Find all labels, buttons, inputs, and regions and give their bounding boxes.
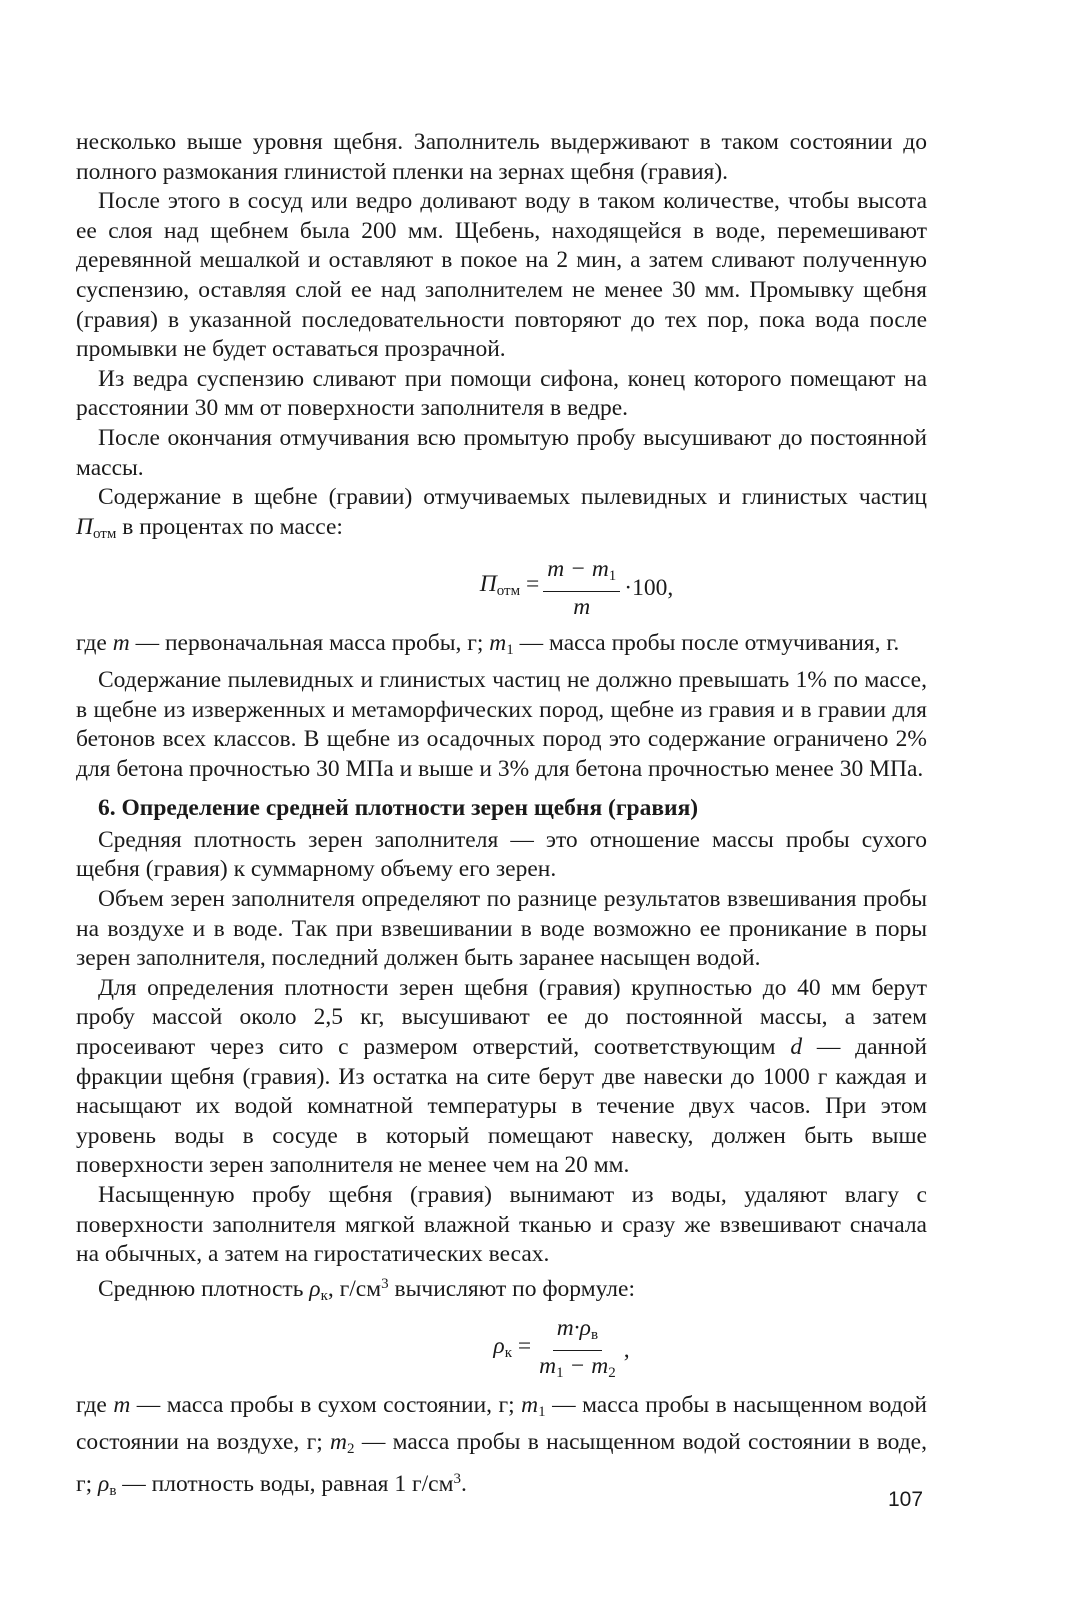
- variable: m − m: [547, 556, 609, 583]
- subscript: 1: [608, 568, 617, 585]
- text-run: Для определения плотности зерен щебня (гравия) крупностью до 40 мм берут пробу массой около 2,5 кг, высушивают ее до постоянной массы, а затем просеивают через сито с размером отверстий, соответствующим: [76, 974, 927, 1061]
- text-run: — масса пробы после отмучивания, г.: [513, 630, 900, 657]
- superscript: 3: [381, 1275, 389, 1292]
- paragraph: [76, 1391, 927, 1506]
- variable: П: [479, 571, 497, 598]
- variable: ρ: [98, 1470, 110, 1497]
- subscript: в: [109, 1482, 117, 1499]
- paragraph: [76, 974, 927, 1181]
- variable: m·ρ: [556, 1314, 591, 1341]
- variable: ρ: [493, 1333, 505, 1360]
- page-body: [76, 128, 927, 1506]
- variable: П: [76, 513, 93, 540]
- text-run: — первоначальная масса пробы, г;: [129, 630, 490, 657]
- paragraph: [76, 629, 927, 666]
- paragraph: После этого в сосуд или ведро доливают воду в таком количестве, чтобы высота ее слоя над щебнем была 200 мм. Щебень, находящейся в воде, перемешивают деревянной мешалкой и оставляют в покое на 2 мин, а затем сливают полученную суспензию, оставляя слой ее над заполнителем не менее 30 мм. Промывку щебня (гравия) в указанной последовательности повторяют до тех пор, пока вода после промывки не будет оставаться прозрачной.: [76, 188, 927, 363]
- section-heading: 6. Определение средней плотности зерен щебня (гравия): [98, 795, 699, 822]
- paragraph: Насыщенную пробу щебня (гравия) вынимают из воды, удаляют влагу с поверхности заполнителя мягкой влажной тканью и сразу же взвешивают сначала на обычных, а затем на гиростатических весах.: [76, 1182, 927, 1268]
- variable: m: [113, 1392, 131, 1419]
- paragraph: [76, 483, 927, 549]
- variable: ρ: [309, 1275, 321, 1302]
- text-run: — масса пробы в насыщенном водой состоянии на воздухе, г;: [76, 1392, 927, 1455]
- subscript: отм: [496, 583, 521, 600]
- formula-tail: ,: [623, 1336, 630, 1363]
- variable: m: [489, 630, 507, 657]
- text-run: Содержание в щебне (гравии) отмучиваемых пылевидных и глинистых частиц: [98, 484, 927, 511]
- equals-sign: =: [511, 1333, 532, 1360]
- denominator: [569, 592, 594, 622]
- subscript: к: [504, 1345, 512, 1362]
- variable: m: [330, 1428, 348, 1455]
- text-run: Среднюю плотность: [98, 1275, 310, 1302]
- paragraph: Средняя плотность зерен заполнителя — это отношение массы пробы сухого щебня (гравия) к суммарному объему его зерен.: [76, 826, 927, 883]
- paragraph: несколько выше уровня щебня. Заполнитель выдерживают в таком состоянии до полного размокания глинистой пленки на зернах щебня (гравия).: [76, 129, 927, 185]
- variable: m: [573, 594, 591, 621]
- formula-lhs: [493, 1332, 531, 1369]
- numerator: [543, 554, 620, 592]
- formula-tail: ·100,: [624, 574, 674, 601]
- paragraph: Из ведра суспензию сливают при помощи сифона, конец которого помещают на расстоянии 30 мм от поверхности заполнителя в ведре.: [76, 365, 927, 422]
- variable: m: [521, 1392, 539, 1419]
- subscript: 1: [506, 642, 514, 659]
- text-run: — плотность воды, равная 1 г/см: [116, 1470, 454, 1497]
- subscript: в: [590, 1326, 599, 1343]
- text-run: где: [76, 1392, 114, 1419]
- text-run: где: [76, 630, 113, 657]
- subscript: 2: [608, 1364, 616, 1381]
- paragraph: [76, 1270, 927, 1312]
- text-run: вычисляют по формуле:: [388, 1275, 635, 1302]
- paragraph: Объем зерен заполнителя определяют по разнице результатов взвешивания пробы на воздухе и в воде. Так при взвешивании в воде возможно ее проникание в поры зерен заполнителя, последний должен быть заранее насыщен водой.: [76, 886, 927, 972]
- equals-sign: =: [520, 571, 540, 598]
- subscript: 2: [347, 1440, 355, 1457]
- fraction: [535, 1313, 620, 1388]
- text-run: — масса пробы в насыщенном водой состоянии в воде, г;: [76, 1428, 927, 1497]
- denominator: [535, 1351, 620, 1388]
- variable: − m: [563, 1352, 609, 1379]
- variable: d: [790, 1034, 803, 1061]
- text-run: — данной фракции щебня (гравия). Из остатка на сите берут две навески до 1000 г каждая и насыщают их водой комнатной температуры в течение двух часов. При этом уровень воды в сосуде в который помещают навеску, должен быть выше поверхности зерен заполнителя не менее чем на 20 мм.: [76, 1034, 927, 1179]
- formula-density: [196, 1315, 927, 1385]
- paragraph: После окончания отмучивания всю промытую пробу высушивают до постоянной массы.: [76, 424, 927, 481]
- page-number: 107: [888, 1488, 924, 1511]
- formula-lhs: [480, 570, 539, 607]
- superscript: 3: [453, 1470, 461, 1487]
- fraction: [543, 554, 620, 622]
- subscript: 1: [556, 1364, 564, 1381]
- text-run: — масса пробы в сухом состоянии, г;: [130, 1392, 522, 1419]
- variable: m: [112, 630, 130, 657]
- formula-dust-content: [226, 553, 927, 623]
- text-run: в процентах по массе:: [116, 513, 343, 540]
- subscript: 1: [538, 1404, 546, 1421]
- variable: m: [539, 1352, 557, 1379]
- subscript: отм: [92, 525, 117, 542]
- text-run: .: [460, 1470, 467, 1497]
- text-run: , г/см: [327, 1275, 382, 1302]
- numerator: [553, 1313, 602, 1351]
- paragraph: Содержание пылевидных и глинистых частиц не должно превышать 1% по массе, в щебне из изверженных и метаморфических пород, щебне из гравия и в гравии для бетонов всех классов. В щебне из осадочных пород это содержание ограничено 2% для бетона прочностью 30 МПа и выше и 3% для бетона прочностью менее 30 МПа.: [76, 666, 927, 782]
- subscript: к: [320, 1287, 328, 1304]
